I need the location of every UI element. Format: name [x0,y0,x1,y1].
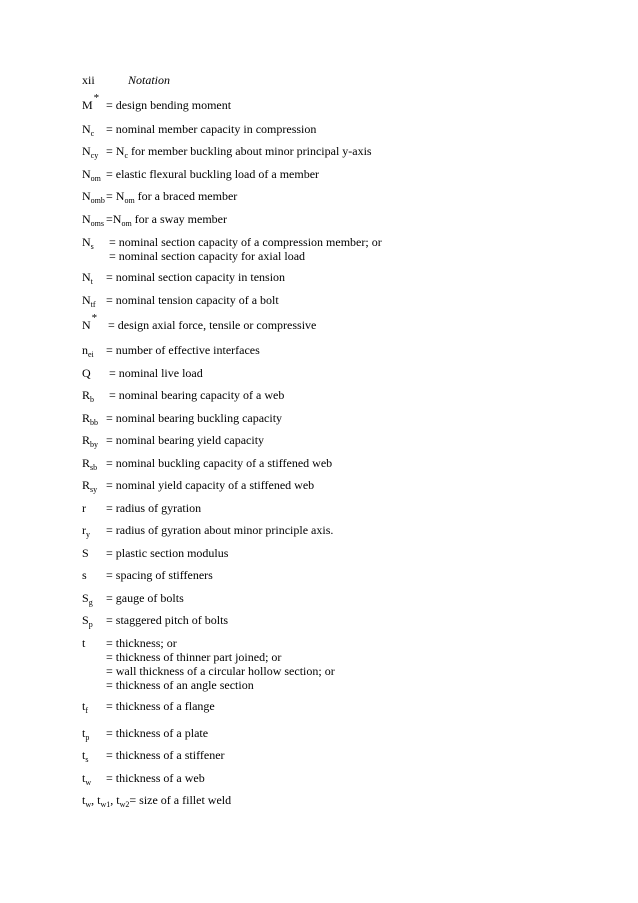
symbol-letter: R [82,433,91,447]
notation-entry [82,189,237,203]
definition-text: = thickness of a web [106,771,205,785]
notation-entry [82,726,208,740]
symbol-letter: R [82,388,91,402]
symbol-subscript: w1 [100,800,111,809]
notation-definition [106,144,372,158]
notation-definition [108,318,316,332]
definition-text: = thickness of a flange [106,699,215,713]
symbol-letter: N [82,270,91,284]
symbol-letter: s [82,568,87,582]
notation-symbol [82,501,106,515]
definition-continuation: = thickness of an angle section [106,678,254,692]
notation-symbol [82,293,106,307]
notation-definition [106,122,316,136]
symbol-subscript: t [90,277,93,286]
symbol-subscript: b [90,395,95,404]
symbol-letter: N [82,189,91,203]
symbol-superscript: * [91,312,98,324]
symbol-subscript: sb [90,463,98,472]
symbol-letter: n [82,343,88,357]
notation-definition [106,726,208,740]
symbol-letter: N [82,212,91,226]
symbol-subscript: y [86,530,90,539]
notation-entry [82,167,319,181]
symbol-subscript: w [85,800,92,809]
definition-prefix: = N [106,144,125,158]
definition-text: = spacing of stiffeners [106,568,213,582]
definition-text: = nominal tension capacity of a bolt [106,293,279,307]
notation-definition [106,167,319,181]
definition-text: = radius of gyration about minor principle axis. [106,523,334,537]
notation-entry [82,478,314,492]
notation-definition [106,613,228,627]
notation-entry [82,433,264,447]
notation-symbol [82,366,109,380]
notation-symbol [82,189,106,203]
notation-entry [82,92,232,112]
notation-entry [82,523,333,537]
notation-symbol [82,212,106,226]
notation-symbol [82,144,106,158]
symbol-letter: r [82,523,86,537]
notation-definition [106,591,184,605]
notation-symbol [82,546,106,560]
notation-symbol [82,636,106,650]
symbol-letter: N [82,293,91,307]
symbol-letter: t [82,793,86,807]
notation-entry [82,312,317,332]
definition-subscript: om [124,196,135,205]
notation-symbol [82,748,106,762]
notation-definition [106,771,205,785]
notation-symbol [82,167,106,181]
notation-symbol [82,122,106,136]
symbol-letter: r [82,501,86,515]
notation-symbol [82,411,106,425]
definition-text: = nominal bearing capacity of a web [109,388,285,402]
notation-definition [106,748,225,762]
notation-definition [106,636,177,650]
symbol-letter: S [82,613,89,627]
notation-definition [106,568,213,582]
definition-text: = nominal live load [109,366,203,380]
symbol-subscript: by [90,440,99,449]
definition-continuation: = thickness of thinner part joined; or [106,650,282,664]
symbol-letter: M [82,98,93,112]
symbol-subscript: bb [90,418,99,427]
notation-definition [106,478,314,492]
notation-symbol [82,433,106,447]
symbol-subscript: ei [88,350,94,359]
notation-entry [82,212,227,226]
symbol-letter: N [82,318,91,332]
symbol-subscript: oms [90,219,105,228]
notation-definition [106,343,260,357]
definition-text: = nominal bearing buckling capacity [106,411,283,425]
definition-text: for a sway member [131,212,227,226]
notation-symbol [82,613,106,627]
notation-definition [106,270,285,284]
definition-continuation: = wall thickness of a circular hollow section; or [106,664,335,678]
definition-text: = gauge of bolts [106,591,184,605]
symbol-letter: t [82,748,86,762]
symbol-letter: t [82,636,86,650]
notation-definition [106,293,279,307]
symbol-subscript: g [88,598,93,607]
symbol-letter: t [116,793,120,807]
symbol-subscript: p [85,733,90,742]
notation-definition [109,235,382,249]
symbol-letter: Q [82,366,91,380]
notation-symbol [82,478,106,492]
symbol-letter: t [97,793,101,807]
symbol-subscript: s [85,755,89,764]
notation-definition [109,388,284,402]
notation-symbol: $t_w$, $t_{w1}$, $t_{w2}$ [82,793,130,809]
notation-symbol [82,270,106,284]
symbol-subscript: f [85,706,89,715]
symbol-subscript: cy [90,151,99,160]
notation-entry [82,270,285,284]
page-header [82,73,170,87]
definition-text: = nominal section capacity of a compression member; or [109,235,382,249]
notation-symbol [82,388,109,402]
notation-entry [82,411,282,425]
notation-entry [82,456,332,470]
notation-definition [106,189,237,203]
notation-entry [82,388,284,402]
definition-text: = size of a fillet weld [129,793,232,807]
symbol-letter: S [82,546,89,560]
notation-definition [129,793,231,807]
symbol-letter: R [82,456,91,470]
definition-text: = nominal bearing yield capacity [106,433,265,447]
definition-text: = plastic section modulus [106,546,229,560]
symbol-subscript: omb [90,196,105,205]
definition-prefix: =N [106,212,122,226]
symbol-letter: t [82,771,86,785]
section-title: Notation [128,73,171,87]
definition-text: = thickness; or [106,636,177,650]
notation-entry [82,793,231,807]
notation-definition [106,433,264,447]
symbol-subscript: c [90,129,95,138]
symbol-subscript: w2 [119,800,130,809]
notation-symbol [82,92,106,112]
notation-entry [82,613,228,627]
notation-definition [106,699,215,713]
symbol-subscript: w [85,778,92,787]
notation-definition [106,546,228,560]
notation-definition [109,366,203,380]
notation-symbol [82,699,106,713]
notation-symbol [82,235,109,249]
page-number: xii [82,73,95,87]
notation-symbol [82,771,106,785]
notation-symbol [82,343,106,357]
symbol-letter: N [82,144,91,158]
notation-symbol [82,591,106,605]
symbol-letter: R [82,411,91,425]
definition-text: = design axial force, tensile or compressive [108,318,317,332]
definition-text: = staggered pitch of bolts [106,613,229,627]
definition-subscript: om [121,219,132,228]
notation-definition [106,98,231,112]
symbol-letter: S [82,591,89,605]
symbol-subscript: om [90,174,101,183]
notation-symbol [82,568,106,582]
notation-entry [82,501,201,515]
definition-text: = elastic flexural buckling load of a member [106,167,320,181]
notation-definition [106,411,282,425]
symbol-subscript: s [90,242,94,251]
definition-text: = nominal section capacity in tension [106,270,286,284]
notation-entry [82,636,335,692]
definition-text: = thickness of a stiffener [106,748,225,762]
symbol-letter: R [82,478,91,492]
notation-entry [82,546,228,560]
notation-symbol [82,456,106,470]
symbol-letter: N [82,167,91,181]
definition-text: for a braced member [134,189,238,203]
symbol-superscript: * [93,92,100,104]
symbol-subscript: tf [90,300,96,309]
notation-entry [82,568,213,582]
definition-text: for member buckling about minor principal y-axis [128,144,372,158]
notation-entry [82,293,279,307]
definition-text: = radius of gyration [106,501,202,515]
definition-prefix: = N [106,189,125,203]
notation-definition [106,456,332,470]
notation-entry [82,699,215,713]
notation-entry [82,748,225,762]
definition-text: = nominal yield capacity of a stiffened web [106,478,315,492]
notation-definition [106,501,201,515]
notation-definition [106,523,333,537]
notation-entry [82,591,184,605]
notation-entry [82,144,372,158]
notation-definition [106,212,227,226]
definition-text: = nominal member capacity in compression [106,122,317,136]
notation-symbol [82,523,106,537]
definition-text: = thickness of a plate [106,726,209,740]
definition-text: = design bending moment [106,98,232,112]
notation-symbol [82,312,108,332]
definition-continuation: = nominal section capacity for axial load [109,249,306,263]
notation-entry [82,771,205,785]
definition-text: = number of effective interfaces [106,343,260,357]
symbol-letter: t [82,726,86,740]
symbol-letter: t [82,699,86,713]
symbol-letter: N [82,122,91,136]
definition-subscript: c [124,151,128,160]
notation-entry [82,366,203,380]
definition-text: = nominal buckling capacity of a stiffened web [106,456,333,470]
symbol-subscript: p [88,620,93,629]
notation-symbol [82,726,106,740]
notation-entry [82,235,382,263]
notation-entry [82,343,260,357]
notation-entry [82,122,316,136]
symbol-letter: N [82,235,91,249]
symbol-subscript: sy [90,485,98,494]
